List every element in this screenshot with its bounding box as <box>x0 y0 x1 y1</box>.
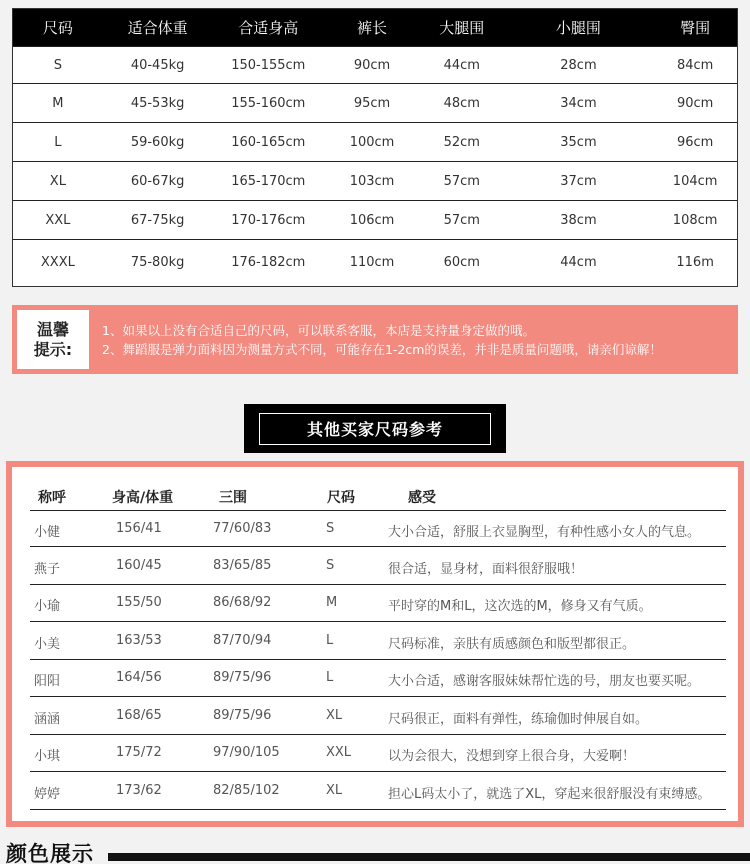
header-size: 尺码 <box>42 19 73 37</box>
reference-cell: 小美 <box>34 636 61 652</box>
tip-label-line1: 温馨 <box>36 319 69 339</box>
size-row <box>13 46 737 83</box>
size-cell: 95cm <box>353 95 391 111</box>
size-cell: 59-60kg <box>130 134 185 150</box>
reference-row <box>30 585 726 622</box>
size-cell: 103cm <box>349 173 395 189</box>
reference-cell: 83/65/85 <box>213 557 272 573</box>
reference-row <box>30 623 726 660</box>
size-cell: 37cm <box>560 173 597 189</box>
reference-cell: 175/72 <box>116 745 162 760</box>
reference-cell: 平时穿的M和L，这次选的M，修身又有气质。 <box>388 599 652 614</box>
size-cell: 104cm <box>672 173 718 189</box>
size-chart-header <box>13 9 737 46</box>
size-cell: XXXL <box>40 255 75 270</box>
reference-cell: 小琪 <box>34 749 61 764</box>
reference-cell: XL <box>326 707 343 723</box>
size-cell: 28cm <box>560 57 597 73</box>
header-height: 合适身高 <box>238 19 299 37</box>
reference-cell: L <box>326 670 334 685</box>
size-cell: L <box>54 134 62 150</box>
size-cell: 100cm <box>349 134 395 150</box>
ref-header-name: 称呼 <box>38 490 66 506</box>
size-cell: 44cm <box>560 255 597 270</box>
size-cell: M <box>52 95 64 111</box>
size-cell: 110cm <box>349 255 395 270</box>
size-cell: 48cm <box>443 95 480 111</box>
size-cell: 96cm <box>676 134 714 150</box>
reference-cell: 168/65 <box>116 707 162 723</box>
size-cell: 90cm <box>353 57 391 73</box>
reference-cell: 很合适，显身材，面料很舒服哦！ <box>388 561 584 577</box>
reference-cell: 担心L码太小了，就选了XL，穿起来很舒服没有束缚感。 <box>388 786 711 802</box>
reference-banner <box>244 404 506 453</box>
size-cell: S <box>53 57 62 73</box>
size-chart-table <box>12 8 738 287</box>
size-row <box>13 161 737 200</box>
reference-cell: S <box>326 521 335 536</box>
ref-header-size: 尺码 <box>327 490 355 506</box>
reference-cell: S <box>326 557 335 573</box>
reference-cell: 77/60/83 <box>213 521 272 536</box>
reference-cell: 89/75/96 <box>213 670 272 685</box>
reference-cell: 164/56 <box>116 670 162 685</box>
size-cell: XXL <box>45 212 71 228</box>
size-cell: XL <box>49 173 66 189</box>
size-cell: 155-160cm <box>231 95 306 111</box>
reference-table-frame <box>6 461 744 827</box>
size-cell: 60-67kg <box>130 173 185 189</box>
size-cell: 108cm <box>672 212 718 228</box>
size-cell: 57cm <box>443 212 480 228</box>
size-cell: 38cm <box>560 212 597 228</box>
reference-row <box>30 660 726 697</box>
size-cell: 116m <box>676 255 714 270</box>
reference-cell: L <box>326 632 334 648</box>
size-cell: 67-75kg <box>130 212 185 228</box>
reference-cell: 尺码很正，面料有弹性，练瑜伽时伸展自如。 <box>388 711 649 727</box>
size-row <box>13 239 737 285</box>
size-row <box>13 83 737 122</box>
reference-banner-title: 其他买家尺码参考 <box>259 413 491 445</box>
reference-cell: 160/45 <box>116 557 162 573</box>
reference-cell: 大小合适，舒服上衣显胸型，有种性感小女人的气息。 <box>388 525 701 540</box>
reference-cell: 173/62 <box>116 782 162 798</box>
size-row <box>13 122 737 161</box>
tip-line-2: 2、舞蹈服是弹力面料因为测量方式不同，可能存在1-2cm的误差，并非是质量问题哦，请亲们谅解！ <box>102 341 662 357</box>
reference-row <box>30 773 726 810</box>
tip-label <box>12 305 94 374</box>
reference-cell: 155/50 <box>116 595 162 610</box>
size-cell: 35cm <box>560 134 597 150</box>
reference-cell: 大小合适，感谢客服妹妹帮忙选的号，朋友也要买呢。 <box>388 674 701 689</box>
size-cell: 160-165cm <box>231 134 306 150</box>
size-cell: 84cm <box>676 57 714 73</box>
reference-cell: XL <box>326 782 343 798</box>
color-section-divider <box>108 853 750 861</box>
reference-cell: 87/70/94 <box>213 632 272 648</box>
tip-box <box>12 305 738 374</box>
header-hip: 臀围 <box>680 19 711 37</box>
size-cell: 45-53kg <box>130 95 185 111</box>
reference-row <box>30 698 726 735</box>
size-cell: 176-182cm <box>231 255 306 270</box>
color-section-title: 颜色展示 <box>6 841 94 864</box>
size-cell: 170-176cm <box>231 212 306 228</box>
header-calf: 小腿围 <box>555 19 601 37</box>
tip-label-line2: 提示: <box>33 339 73 359</box>
header-pant-length: 裤长 <box>357 19 388 37</box>
reference-row <box>30 735 726 772</box>
reference-cell: 尺码标准，亲肤有质感颜色和版型都很正。 <box>388 636 636 652</box>
reference-cell: 97/90/105 <box>213 745 280 760</box>
reference-cell: 86/68/92 <box>213 595 272 610</box>
reference-cell: 以为会很大，没想到穿上很合身，大爱啊！ <box>388 749 636 764</box>
size-cell: 75-80kg <box>130 255 185 270</box>
size-cell: 34cm <box>560 95 597 111</box>
size-cell: 106cm <box>349 212 395 228</box>
reference-cell: 163/53 <box>116 632 162 648</box>
tip-content <box>94 305 738 374</box>
ref-header-feedback: 感受 <box>408 490 436 506</box>
reference-row <box>30 548 726 585</box>
reference-cell: 82/85/102 <box>213 782 280 798</box>
reference-cell: 婷婷 <box>34 786 61 802</box>
header-thigh: 大腿围 <box>439 19 485 37</box>
reference-cell: 小瑜 <box>34 599 61 614</box>
reference-cell: XXL <box>326 745 352 760</box>
reference-table <box>12 467 738 821</box>
size-cell: 90cm <box>676 95 714 111</box>
size-cell: 40-45kg <box>130 57 185 73</box>
reference-cell: 阳阳 <box>34 674 61 689</box>
size-row <box>13 200 737 239</box>
reference-cell: 小健 <box>34 525 61 540</box>
ref-header-measurements: 三围 <box>219 490 247 506</box>
size-cell: 44cm <box>443 57 480 73</box>
size-cell: 52cm <box>443 134 480 150</box>
reference-cell: M <box>326 595 338 610</box>
reference-cell: 89/75/96 <box>213 707 272 723</box>
header-weight: 适合体重 <box>127 19 188 37</box>
ref-header-height-weight: 身高/体重 <box>112 490 174 506</box>
tip-line-1: 1、如果以上没有合适自己的尺码，可以联系客服，本店是支持量身定做的哦。 <box>102 322 535 338</box>
reference-row <box>30 510 726 547</box>
size-cell: 60cm <box>443 255 480 270</box>
size-cell: 57cm <box>443 173 480 189</box>
size-cell: 165-170cm <box>231 173 306 189</box>
reference-cell: 燕子 <box>34 561 61 577</box>
size-cell: 150-155cm <box>231 57 306 73</box>
reference-cell: 156/41 <box>116 521 162 536</box>
reference-cell: 涵涵 <box>34 711 61 727</box>
